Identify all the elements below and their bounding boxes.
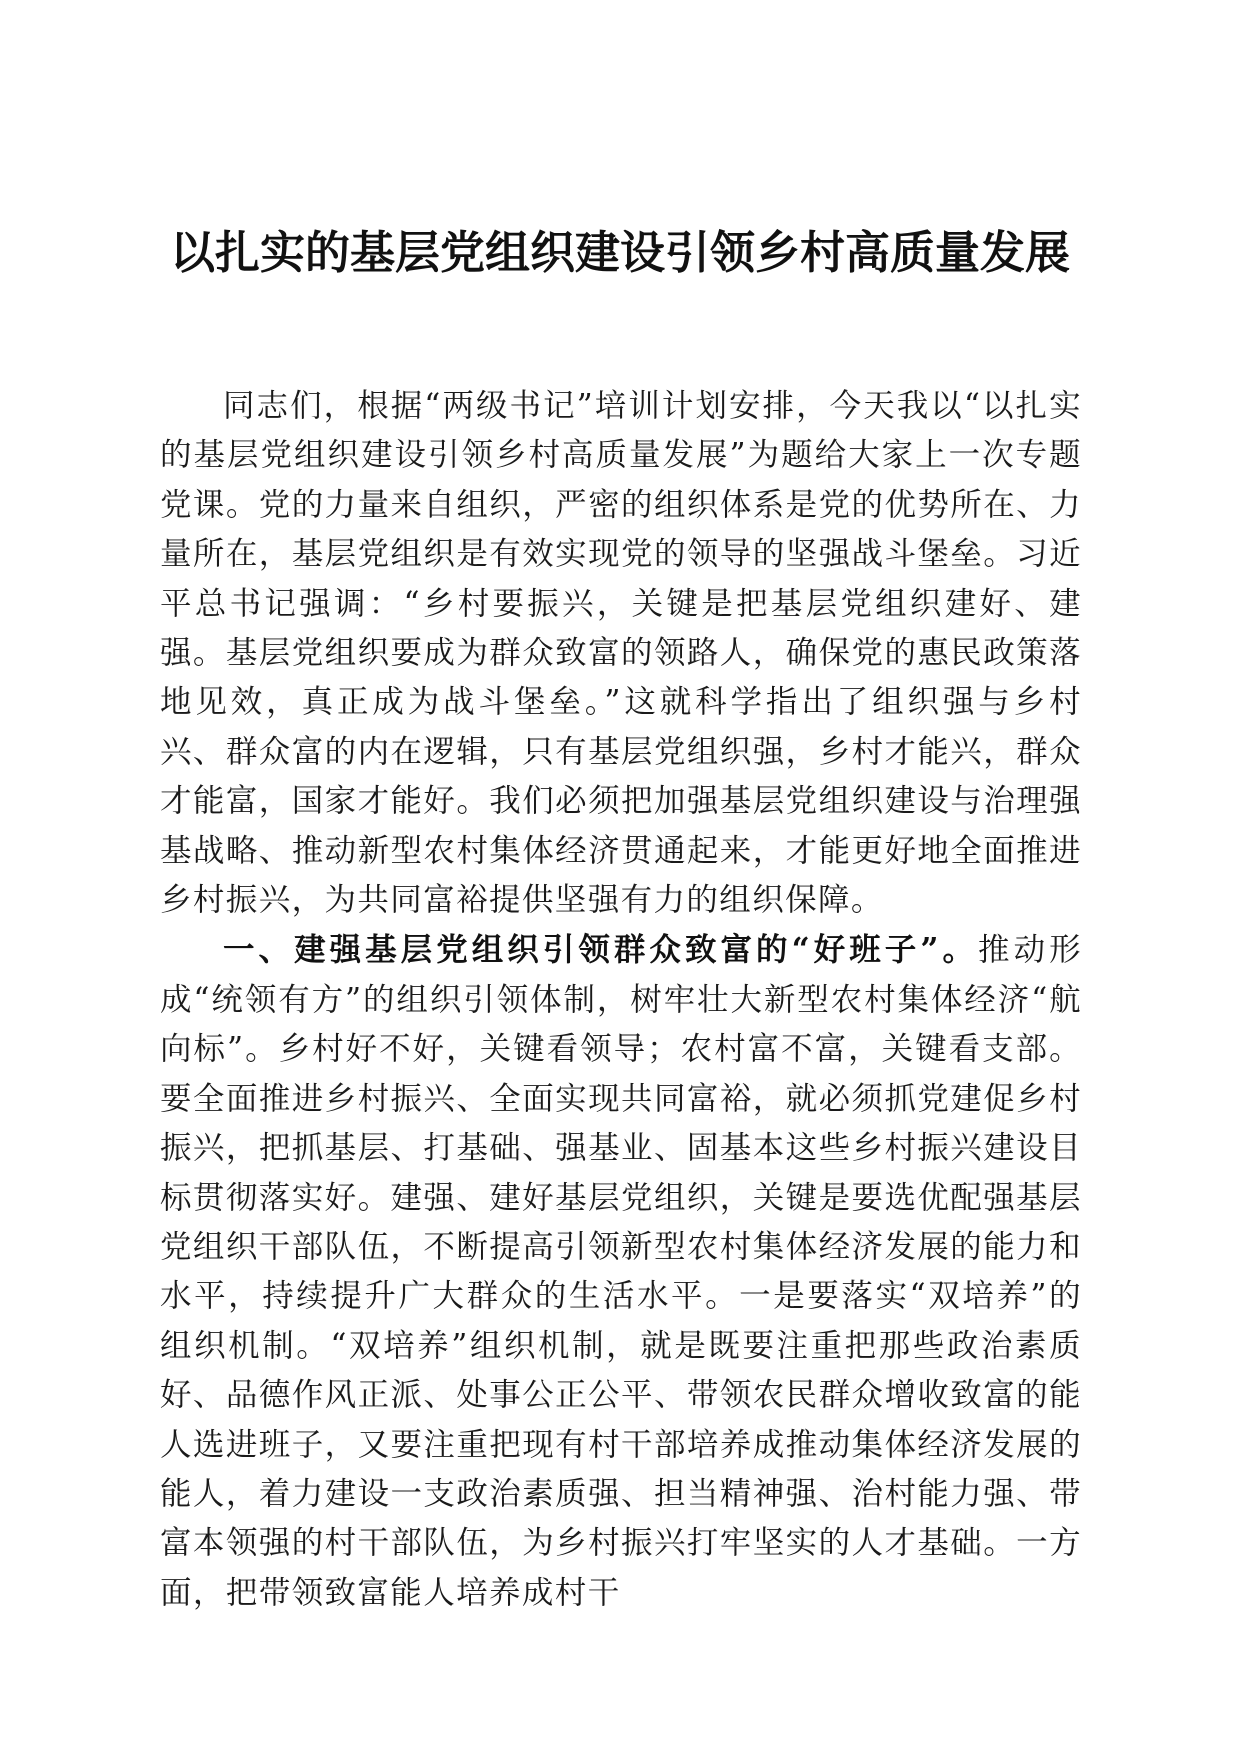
intro-paragraph	[160, 382, 1082, 925]
document-body	[160, 382, 1082, 1618]
document-title: 以扎实的基层党组织建设引领乡村高质量发展	[169, 226, 1070, 279]
section-one-heading: 一、建强基层党组织引领群众致富的“好班子”。	[223, 931, 979, 969]
section-one-text: 推动形成“统领有方”的组织引领体制，树牢壮大新型农村集体经济“航向标”。乡村好不好，关键看领导；农村富不富，关键看支部。要全面推进乡村振兴、全面实现共同富裕，就必须抓党建促乡村振兴，把抓基层、打基础、强基业、固基本这些乡村振兴建设目标贯彻落实好。建强、建好基层党组织，关键是要选优配强基层党组织干部队伍，不断提高引领新型农村集体经济发展的能力和水平，持续提升广大群众的生活水平。一是要落实“双培养”的组织机制。“双培养”组织机制，就是既要注重把那些政治素质好、品德作风正派、处事公正公平、带领农民群众增收致富的能人选进班子，又要注重把现有村干部培养成推动集体经济发展的能人，着力建设一支政治素质强、担当精神强、治村能力强、带富本领强的村干部队伍，为乡村振兴打牢坚实的人才基础。一方面，把带领致富能人培养成村干	[160, 932, 1083, 1611]
intro-paragraph-text: 同志们，根据“两级书记”培训计划安排，今天我以“以扎实的基层党组织建设引领乡村高质量发展”为题给大家上一次专题党课。党的力量来自组织，严密的组织体系是党的优势所在、力量所在，基层党组织是有效实现党的领导的坚强战斗堡垒。习近平总书记强调：“乡村要振兴，关键是把基层党组织建好、建强。基层党组织要成为群众致富的领路人，确保党的惠民政策落地见效，真正成为战斗堡垒。”这就科学指出了组织强与乡村兴、群众富的内在逻辑，只有基层党组织强，乡村才能兴，群众才能富，国家才能好。我们必须把加强基层党组织建设与治理强基战略、推动新型农村集体经济贯通起来，才能更好地全面推进乡村振兴，为共同富裕提供坚强有力的组织保障。	[160, 388, 1082, 919]
section-one-paragraph	[160, 925, 1082, 1618]
